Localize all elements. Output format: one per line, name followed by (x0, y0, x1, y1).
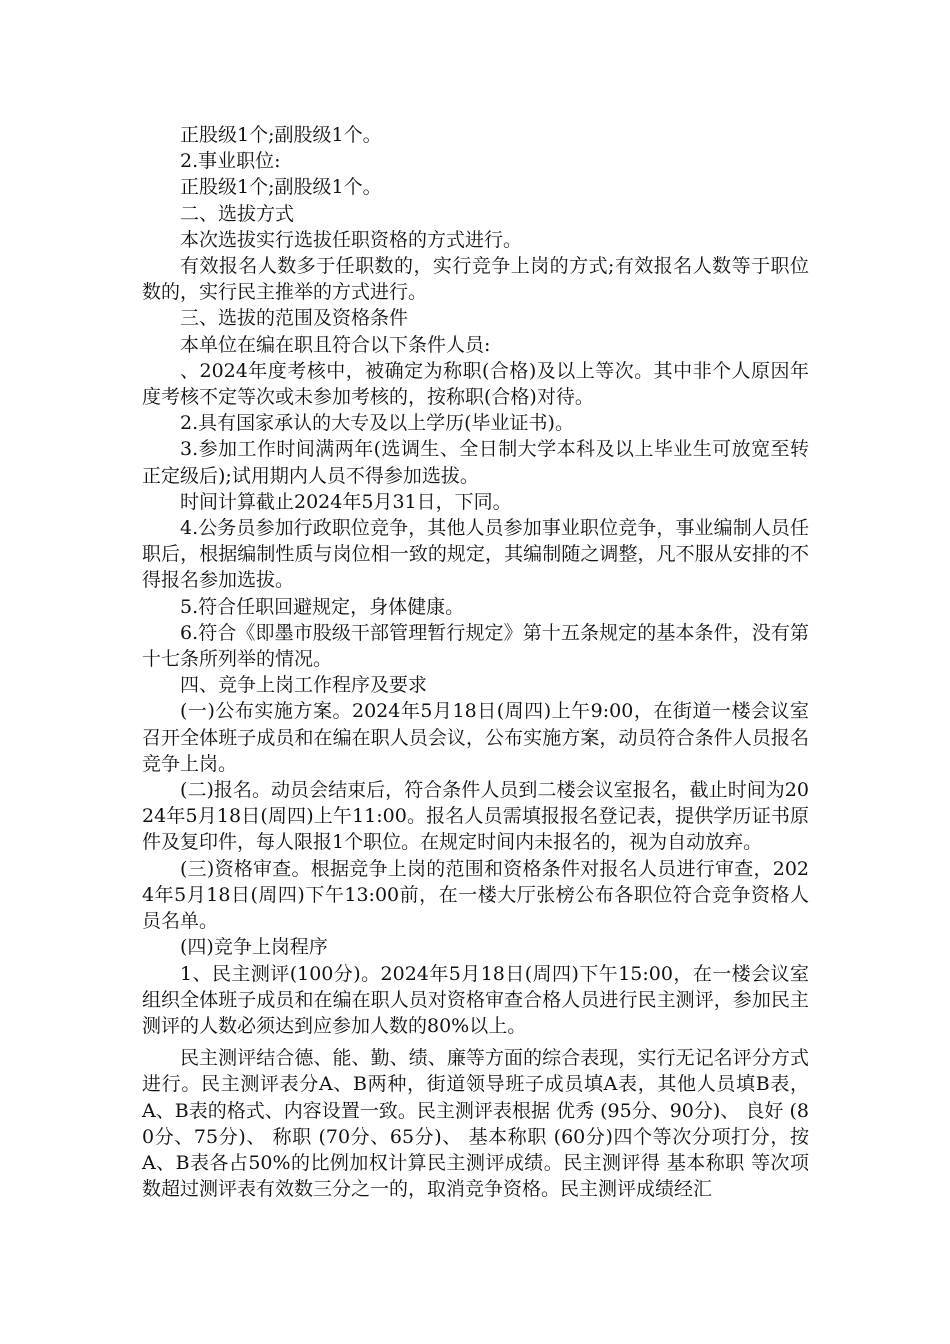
paragraph-procedure-2: (二)报名。动员会结束后，符合条件人员到二楼会议室报名，截止时间为2024年5月18日(周四)上午11:00。报名人员需填报报名登记表，提供学历证书原件及复印件，每人限报1个职位。在规定时间内未报名的，视为自动放弃。 (142, 779, 809, 854)
section-heading-scope-qualifications: 三、选拔的范围及资格条件 (180, 307, 409, 330)
paragraph-selection-method: 本次选拔实行选拔任职资格的方式进行。 (180, 228, 523, 251)
paragraph-condition-1: 、2024年度考核中，被确定为称职(合格)及以上等次。其中非个人原因年度考核不定等次或未参加考核的，按称职(合格)对待。 (142, 359, 809, 409)
paragraph-procedure-1: (一)公布实施方案。2024年5月18日(周四)上午9:00，在街道一楼会议室召开全体班子成员和在编在职人员会议，公布实施方案，动员符合条件人员报名竞争上岗。 (142, 700, 809, 775)
paragraph-democratic-evaluation: 1、民主测评(100分)。2024年5月18日(周四)下午15:00，在一楼会议室组织全体班子成员和在编在职人员对资格审查合格人员进行民主测评，参加民主测评的人数必须达到应参加人数的80%以上。 (142, 962, 809, 1037)
paragraph-condition-3: 3.参加工作时间满两年(选调生、全日制大学本科及以上毕业生可放宽至转正定级后);试用期内人员不得参加选拔。 (142, 438, 809, 487)
paragraph-evaluation-details: 民主测评结合德、能、勤、绩、廉等方面的综合表现，实行无记名评分方式进行。民主测评表分A、B两种，街道领导班子成员填A表，其他人员填B表，A、B表的格式、内容设置一致。民主测评表根据 优秀 (95分、90分)、 良好 (80分、75分)、 称职 (70分、65分)、 基本称职 (60分)四个等次分项打分，按A、B表各占50%的比例加权计算民主测评成绩。民主测评得 基本称职 等次项数超过测评表有效数三分之一的，取消竞争资格。民主测评成绩经汇 (142, 1047, 809, 1201)
paragraph-procedure-3: (三)资格审查。根据竞争上岗的范围和资格条件对报名人员进行审查，2024年5月18日(周四)下午13:00前，在一楼大厅张榜公布各职位符合竞争资格人员名单。 (142, 857, 809, 933)
paragraph-registration-rule: 有效报名人数多于任职数的，实行竞争上岗的方式;有效报名人数等于职位数的，实行民主推举的方式进行。 (142, 255, 809, 304)
paragraph-heading-career-positions: 2.事业职位: (180, 150, 281, 173)
paragraph-condition-5: 5.符合任职回避规定，身体健康。 (180, 595, 465, 618)
paragraph-admin-positions: 正股级1个;副股级1个。 (180, 124, 382, 146)
paragraph-condition-6: 6.符合《即墨市股级干部管理暂行规定》第十五条规定的基本条件，没有第十七条所列举的情况。 (142, 621, 809, 671)
section-heading-selection-method: 二、选拔方式 (180, 202, 295, 225)
section-heading-procedure: 四、竞争上岗工作程序及要求 (180, 674, 428, 697)
paragraph-condition-4: 4.公务员参加行政职位竞争，其他人员参加事业职位竞争，事业编制人员任职后，根据编制性质与岗位相一致的规定，其编制随之调整，凡不服从安排的不得报名参加选拔。 (142, 517, 809, 592)
paragraph-scope-intro: 本单位在编在职且符合以下条件人员: (180, 333, 491, 356)
document-page (142, 122, 809, 1202)
paragraph-time-cutoff: 时间计算截止2024年5月31日，下同。 (180, 490, 512, 513)
paragraph-procedure-4-heading: (四)竞争上岗程序 (180, 936, 328, 959)
paragraph-condition-2: 2.具有国家承认的大专及以上学历(毕业证书)。 (180, 412, 574, 435)
paragraph-career-positions: 正股级1个;副股级1个。 (180, 176, 382, 199)
